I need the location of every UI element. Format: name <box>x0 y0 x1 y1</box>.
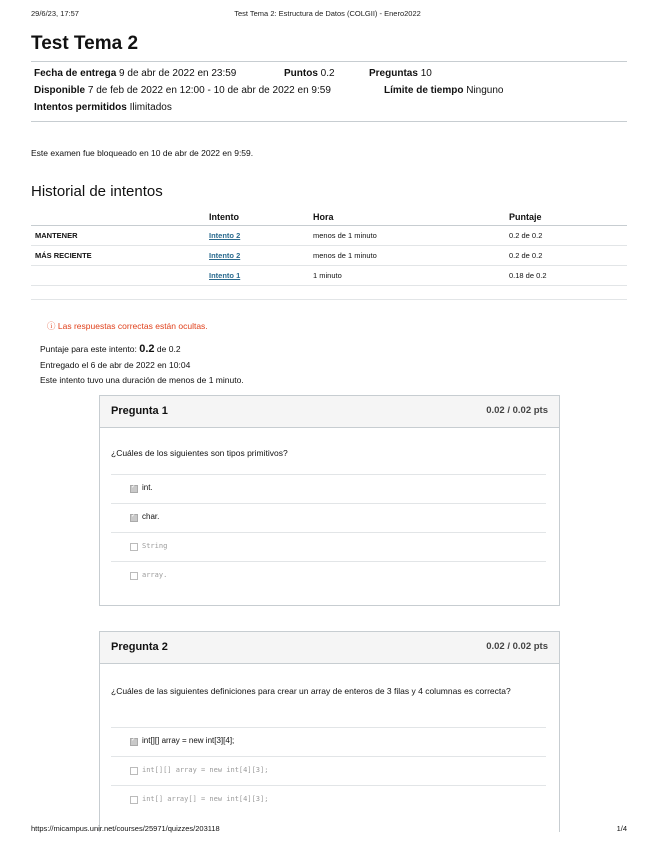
page-title: Test Tema 2 <box>31 33 139 54</box>
score-value: 0.2 <box>139 343 155 355</box>
checkbox-unchecked[interactable] <box>130 543 138 551</box>
score-suffix: de 0.2 <box>156 344 181 354</box>
intentos-value: Ilimitados <box>129 102 172 113</box>
row-score: 0.18 de 0.2 <box>505 266 627 286</box>
disponible <box>34 84 331 98</box>
question-points: 0.02 / 0.02 pts <box>486 641 548 652</box>
table-row <box>31 266 627 286</box>
checkbox-checked[interactable] <box>130 514 138 522</box>
disponible-label: Disponible <box>34 85 86 96</box>
attempt-score <box>40 343 181 355</box>
limite-label: Límite de tiempo <box>384 85 464 96</box>
checkbox-unchecked[interactable] <box>130 796 138 804</box>
intentos <box>34 101 172 115</box>
preguntas <box>369 67 432 81</box>
limite-value: Ninguno <box>466 85 504 96</box>
answer-text: int[][] array = new int[4][3]; <box>142 766 269 774</box>
answer-text: String <box>142 542 168 550</box>
question-title: Pregunta 1 <box>111 405 168 417</box>
preguntas-value: 10 <box>420 68 432 79</box>
attempt-link[interactable]: Intento 2 <box>209 231 241 240</box>
checkbox-checked[interactable] <box>130 738 138 746</box>
answer-text: int[] array[] = new int[4][3]; <box>142 795 269 803</box>
page-number: 1/4 <box>616 824 627 833</box>
answer-option[interactable] <box>111 785 546 815</box>
hidden-answers-warning <box>47 320 208 332</box>
score-prefix: Puntaje para este intento: <box>40 344 137 354</box>
answer-option[interactable] <box>111 561 546 591</box>
answer-option[interactable] <box>111 474 546 504</box>
row-time: menos de 1 minuto <box>309 226 505 246</box>
print-footer <box>31 824 627 833</box>
answer-text: int. <box>142 483 153 492</box>
duration-info: Este intento tuvo una duración de menos de 1 minuto. <box>40 375 244 385</box>
checkbox-unchecked[interactable] <box>130 572 138 580</box>
checkbox-checked[interactable] <box>130 485 138 493</box>
table-row <box>31 226 627 246</box>
locked-notice: Este examen fue bloqueado en 10 de abr de 2022 en 9:59. <box>31 148 254 158</box>
row-label: MÁS RECIENTE <box>31 246 205 266</box>
submitted-info: Entregado el 6 de abr de 2022 en 10:04 <box>40 360 191 370</box>
footer-url: https://micampus.unir.net/courses/25971/quizzes/203118 <box>31 824 220 833</box>
question-text: ¿Cuáles de los siguientes son tipos primitivos? <box>111 448 288 458</box>
preguntas-label: Preguntas <box>369 68 418 79</box>
divider <box>31 299 627 300</box>
history-col-attempt: Intento <box>205 208 309 226</box>
question-title: Pregunta 2 <box>111 641 168 653</box>
fecha-label: Fecha de entrega <box>34 68 117 79</box>
checkbox-unchecked[interactable] <box>130 767 138 775</box>
history-table <box>31 208 627 286</box>
table-row <box>31 246 627 266</box>
question-2 <box>99 631 560 832</box>
answer-text: int[][] array = new int[3][4]; <box>142 736 235 745</box>
puntos <box>284 67 335 81</box>
answer-option[interactable] <box>111 532 546 562</box>
history-col-time: Hora <box>309 208 505 226</box>
warning-text: Las respuestas correctas están ocultas. <box>57 321 208 331</box>
fecha-value: 9 de abr de 2022 en 23:59 <box>119 68 237 79</box>
attempt-link[interactable]: Intento 1 <box>209 271 241 280</box>
question-header <box>100 396 559 428</box>
print-date: 29/6/23, 17:57 <box>31 9 79 18</box>
disponible-value: 7 de feb de 2022 en 12:00 - 10 de abr de 2022 en 9:59 <box>87 85 331 96</box>
answer-option[interactable] <box>111 503 546 533</box>
answer-option[interactable] <box>111 756 546 786</box>
row-label <box>31 266 205 286</box>
meta-row-1 <box>34 67 236 81</box>
intentos-label: Intentos permitidos <box>34 102 127 113</box>
limite <box>384 84 504 98</box>
row-time: 1 minuto <box>309 266 505 286</box>
row-score: 0.2 de 0.2 <box>505 246 627 266</box>
history-col-label <box>31 208 205 226</box>
answer-text: char. <box>142 512 160 521</box>
divider <box>31 121 627 122</box>
warning-icon: ⓘ <box>47 321 56 331</box>
question-points: 0.02 / 0.02 pts <box>486 405 548 416</box>
puntos-value: 0.2 <box>320 68 335 79</box>
row-score: 0.2 de 0.2 <box>505 226 627 246</box>
row-time: menos de 1 minuto <box>309 246 505 266</box>
question-1 <box>99 395 560 606</box>
row-label: MANTENER <box>31 226 205 246</box>
question-header <box>100 632 559 664</box>
answer-option[interactable] <box>111 727 546 757</box>
answer-text: array. <box>142 571 168 579</box>
history-title: Historial de intentos <box>31 183 163 200</box>
puntos-label: Puntos <box>284 68 318 79</box>
attempt-link[interactable]: Intento 2 <box>209 251 241 260</box>
print-title: Test Tema 2: Estructura de Datos (COLGII) - Enero2022 <box>234 9 421 18</box>
question-text: ¿Cuáles de las siguientes definiciones para crear un array de enteros de 3 filas y 4 columnas es correcta? <box>111 686 511 696</box>
history-header-row <box>31 208 627 226</box>
divider <box>31 61 627 62</box>
history-col-score: Puntaje <box>505 208 627 226</box>
